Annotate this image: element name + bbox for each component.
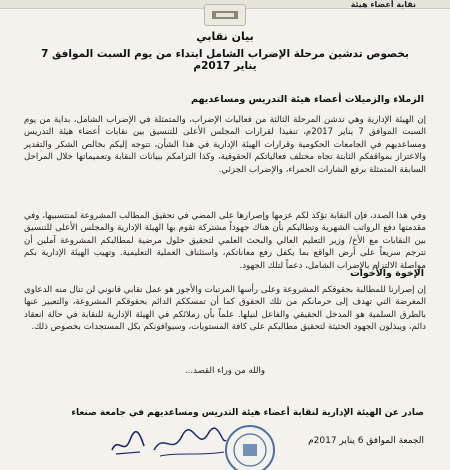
salutation: الزملاء والزميلات أعضاء هيئة التدريس ومساعديهم: [191, 94, 424, 105]
handwritten-signature-icon: [110, 428, 146, 458]
document-subject: بخصوص تدشين مرحلة الإضراب الشامل ابتداء من يوم السبت الموافق 7 يناير 2017م: [41, 48, 409, 72]
section-heading: الإخوة والأخوات: [350, 268, 424, 279]
letterhead-text: نقابة أعضاء هيئة: [350, 0, 416, 9]
issue-date: الجمعة الموافق 6 يناير 2017م: [308, 436, 424, 446]
page-title: بيان نقابي: [196, 30, 254, 43]
signature-scribble-icon: [150, 426, 230, 460]
union-logo-icon: [204, 4, 246, 26]
paragraph-1: إن الهيئة الإدارية وهي تدشن المرحلة الثالثة من فعاليات الإضراب، والمتمثلة في الإضراب الشامل، بداية من يوم السبت الموافق 7 يناير 2017م، تنفيذا لقرارات المجلس الأعلى للتنسيق بين نقابات أعضاء هيئة التدريس ومساعديهم في الجامعات الحكومية وقرارات الهيئة الإدارية في هذا الشأن، تتوجه إليكم بخالص الشكر والتقدير والاعتزاز بمواقفكم الثابتة تجاه مختلف فعالياتكم الحقوقية، وكذا التزامكم ببيانات النقابة وتعميماتها خلال المراحل السابقة المتمثلة برفع الشارات الحمراء، والإضراب الجزئي.: [24, 115, 427, 175]
issuer-line: صادر عن الهيئة الإدارية لنقابة أعضاء هيئة التدريس ومساعديهم في جامعة صنعاء: [71, 408, 424, 418]
official-seal-icon: [224, 424, 276, 470]
paragraph-3: إن إصرارنا للمطالبة بحقوقكم المشروعة وعلى رأسها المرتبات والأجور هو عمل نقابي قانوني لن تنال منه الدعاوى المغرضة التي تهدف إلى حرمانكم من تلك الحقوق كما أن تمسككم الدائم بحقوقكم المشروعة، والتعبير عنها بالطرق السلمية هو المدخل الحقيقي والفاعل لنيلها. علماً بأن زملائكم في الهيئة الإدارية للنقابة في حالة انعقاد دائم، ويبذلون الجهود الحثيثة لتحقيق مطالبكم على كافة المستويات، وسيوافونكم بكل المستجدات بخصوص ذلك.: [24, 285, 426, 333]
paragraph-2: وفي هذا الصدد، فإن النقابة تؤكد لكم عزمها وإصرارها على المضي في تحقيق المطالب المشروعة لمنتسبيها، وفي مقدمتها دفع الرواتب الشهرية وتطالبكم بأن هناك جهوداً مشتركة تقوم بها الهيئة الإدارية والمجلس الأعلى للتنسيق بين النقابات مع الأخ/ وزير التعليم العالي والبحث العلمي لتحقيق حلول مرضية لمطالبكم المشروعة آملين أن تترجم سريعاً على أرض الواقع بما يكفل رفع معاناتكم، واستئناف العملية التعليمية. وتهيب الهيئة الإدارية بكم مواصلة الالتزام بالإضراب الشامل، دعماً لتلك الجهود.: [24, 211, 426, 271]
closing-line: والله من وراء القصد...: [184, 366, 266, 376]
